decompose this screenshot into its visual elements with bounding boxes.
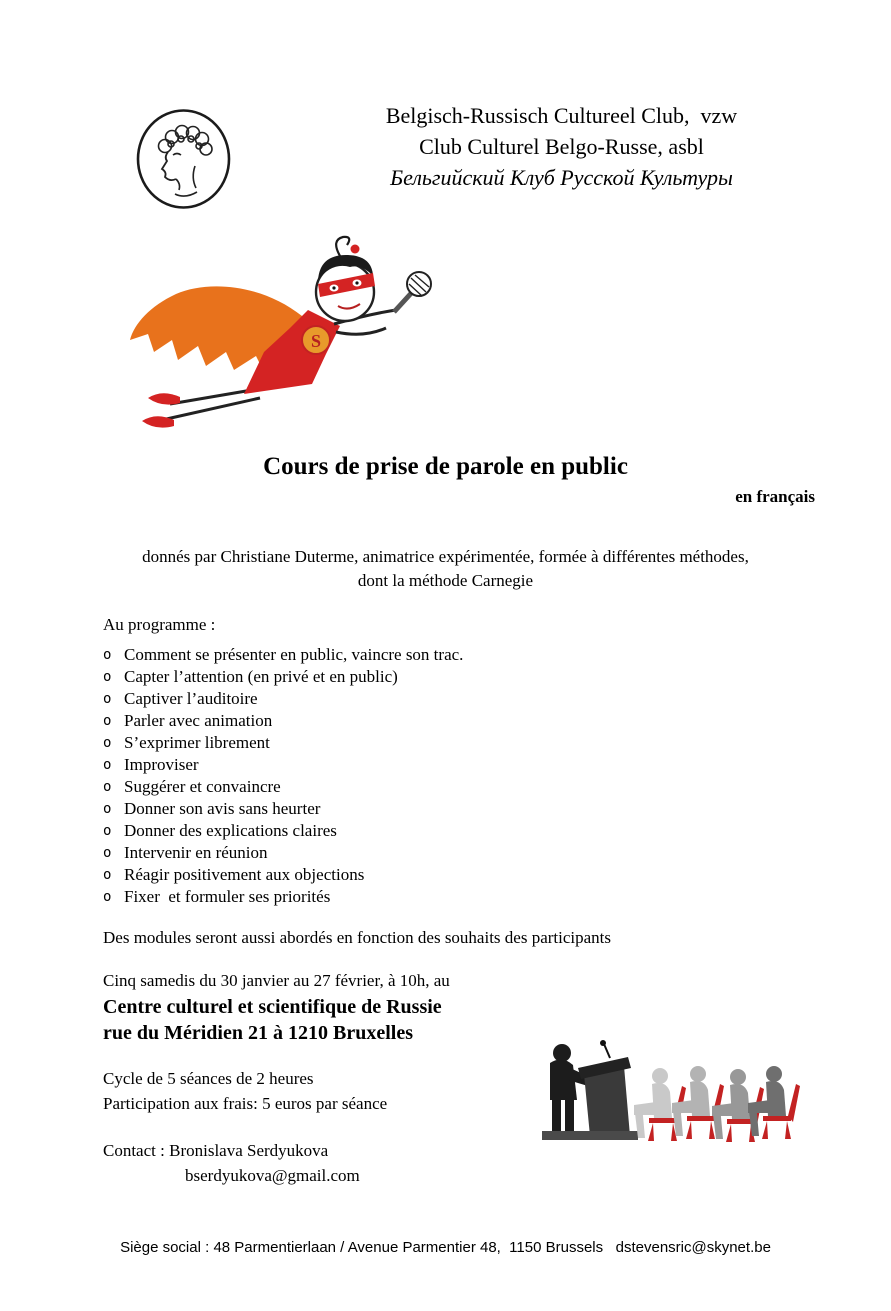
bullet-marker: o <box>103 779 112 795</box>
header <box>0 0 891 210</box>
club-logo <box>135 108 232 210</box>
list-item <box>103 688 891 710</box>
program-item-text: Réagir positivement aux objections <box>124 865 365 884</box>
bullet-marker: o <box>103 845 112 861</box>
flying-speaker-drawing <box>112 234 452 449</box>
program-item-text: Parler avec animation <box>124 711 273 730</box>
speaker-audience-drawing <box>528 1038 800 1146</box>
club-name-dutch: Belgisch-Russisch Cultureel Club, vzw <box>385 103 738 128</box>
list-item <box>103 820 891 842</box>
program-item-text: Capter l’attention (en privé et en public) <box>124 667 398 686</box>
hair-bow <box>351 245 360 254</box>
emblem-glyph: S <box>310 331 322 351</box>
modules-note: Des modules seront aussi abordés en fonction des souhaits des participants <box>103 928 612 947</box>
list-item <box>103 666 891 688</box>
program-item-text: Captiver l’auditoire <box>124 689 258 708</box>
list-item <box>103 732 891 754</box>
intro-line-2: dont la méthode Carnegie <box>357 571 534 590</box>
program-item-text: Fixer et formuler ses priorités <box>124 887 331 906</box>
club-name-russian: Бельгийский Клуб Русской Культуры <box>390 165 733 190</box>
program-item-text: Comment se présenter en public, vaincre son trac. <box>124 645 464 664</box>
bullet-marker: o <box>103 691 112 707</box>
list-item <box>103 710 891 732</box>
venue-address: rue du Méridien 21 à 1210 Bruxelles <box>103 1022 413 1044</box>
bullet-marker: o <box>103 669 112 685</box>
program-item-text: Donner des explications claires <box>124 821 337 840</box>
audience-member <box>748 1066 800 1139</box>
contact-line: Contact : Bronislava Serdyukova <box>103 1141 329 1160</box>
list-item <box>103 798 891 820</box>
program-heading: Au programme : <box>103 615 216 634</box>
language-note: en français <box>735 487 815 506</box>
course-title: Cours de prise de parole en public <box>263 453 628 480</box>
program-item-text: Improviser <box>124 755 199 774</box>
audience-illustration <box>528 1038 800 1146</box>
venue-name: Centre culturel et scientifique de Russie <box>103 996 442 1018</box>
program-item-text: Suggérer et convaincre <box>124 777 281 796</box>
bullet-marker: o <box>103 647 112 663</box>
intro-line-1: donnés par Christiane Duterme, animatrice expérimentée, formée à différentes méthodes, <box>142 547 749 566</box>
list-item <box>103 864 891 886</box>
club-name-french: Club Culturel Belgo-Russe, asbl <box>419 134 704 159</box>
program-item-text: Intervenir en réunion <box>124 843 268 862</box>
bullet-marker: o <box>103 735 112 751</box>
cycle-line: Cycle de 5 séances de 2 heures <box>103 1069 314 1088</box>
podium-microphone <box>600 1040 606 1046</box>
bullet-marker: o <box>103 867 112 883</box>
program-item-text: S’exprimer librement <box>124 733 270 752</box>
bullet-marker: o <box>103 823 112 839</box>
list-item <box>103 644 891 666</box>
intro-text <box>0 545 891 593</box>
microphone-stand <box>604 1044 610 1058</box>
bullet-marker: o <box>103 713 112 729</box>
program-item-text: Donner son avis sans heurter <box>124 799 321 818</box>
schedule-line: Cinq samedis du 30 janvier au 27 février, à 10h, au <box>103 971 450 990</box>
list-item <box>103 754 891 776</box>
shoe-shape <box>148 393 180 404</box>
footer-text: Siège social : 48 Parmentierlaan / Avenue Parmentier 48, 1150 Brussels dstevensric@skynet.be <box>120 1239 771 1256</box>
contact-email: bserdyukova@gmail.com <box>185 1166 360 1185</box>
stage-base <box>542 1131 638 1140</box>
superhero-illustration <box>112 234 452 449</box>
bullet-marker: o <box>103 801 112 817</box>
list-item <box>103 776 891 798</box>
list-item <box>103 886 891 908</box>
list-item <box>103 842 891 864</box>
fee-line: Participation aux frais: 5 euros par séance <box>103 1094 388 1113</box>
pushkin-portrait-icon <box>135 108 232 210</box>
club-names <box>232 100 891 210</box>
program-list <box>103 644 891 908</box>
bullet-marker: o <box>103 757 112 773</box>
bullet-marker: o <box>103 889 112 905</box>
